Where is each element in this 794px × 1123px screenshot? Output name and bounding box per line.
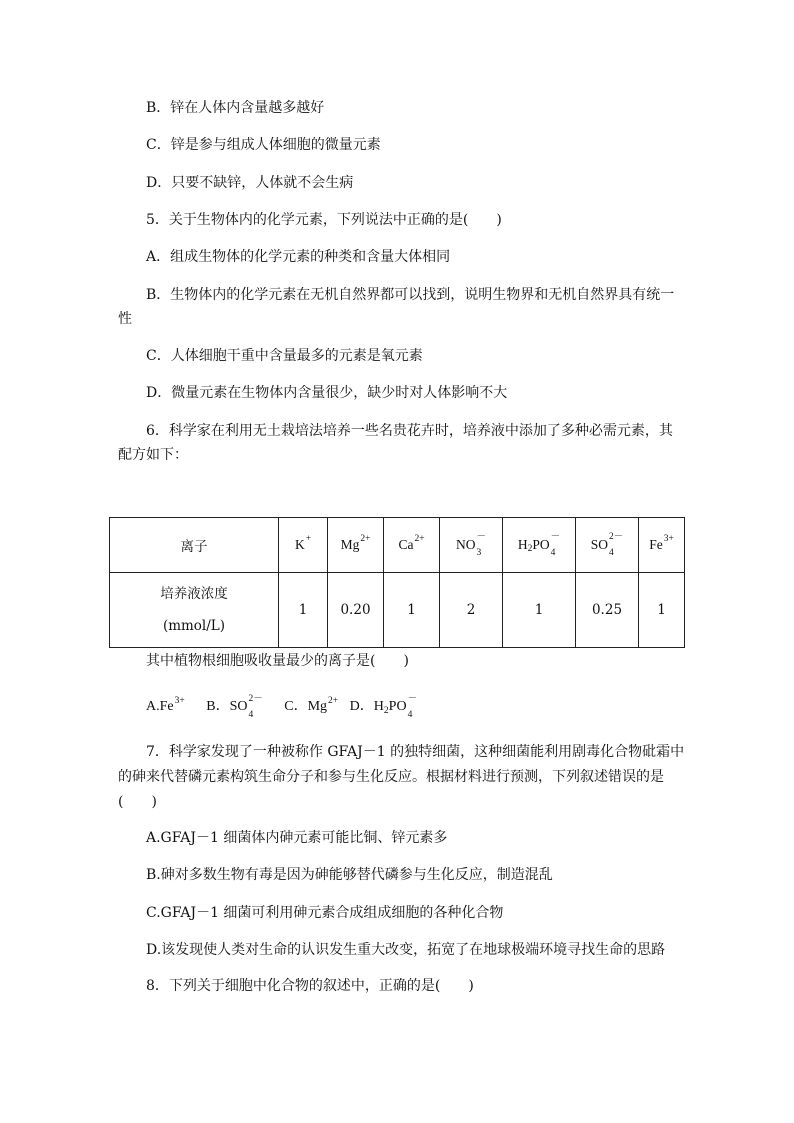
q6-option-d: D． H 2 PO － 4 (349, 694, 418, 720)
q6-option-a: A. Fe 3+ (146, 696, 185, 714)
q7-stem-blank: ( ) (118, 794, 157, 810)
header-ion-mg: Mg 2+ (328, 518, 384, 573)
q8-stem: 8．下列关于细胞中化合物的叙述中，正确的是( ) (146, 978, 474, 994)
q7-option-c: C.GFAJ－1 细菌可利用砷元素合成组成细胞的各种化合物 (146, 905, 504, 921)
table-header-row (110, 518, 685, 573)
value-so4: 0.25 (576, 573, 639, 648)
value-k: 1 (279, 573, 328, 648)
value-no3: 2 (440, 573, 503, 648)
value-h2po4: 1 (503, 573, 576, 648)
q4-option-c: C．锌是参与组成人体细胞的微量元素 (146, 137, 381, 153)
header-ion-k: K + (279, 518, 328, 573)
header-ion-fe: Fe 3+ (639, 518, 685, 573)
q5-option-b-continued: 性 (118, 311, 132, 327)
header-ion-so4: SO 2－ 4 (576, 518, 639, 573)
q7-option-d: D.该发现使人类对生命的认识发生重大改变，拓宽了在地球极端环境寻找生命的思路 (146, 942, 666, 958)
q6-option-b: B． SO 2－ 4 (206, 694, 263, 720)
header-ion-no3: NO － 3 (440, 518, 503, 573)
q5-option-c: C．人体细胞干重中含量最多的元素是氧元素 (146, 348, 423, 364)
q6-options (146, 694, 418, 720)
q7-option-b: B.砷对多数生物有毒是因为砷能够替代磷参与生化反应，制造混乱 (146, 867, 553, 883)
table-concentration-row (110, 573, 685, 648)
q6-stem: 6．科学家在利用无土栽培法培养一些名贵花卉时，培养液中添加了多种必需元素，其 (146, 423, 673, 439)
q5-option-a: A．组成生物体的化学元素的种类和含量大体相同 (146, 249, 451, 265)
header-ion-label: 离子 (110, 518, 279, 573)
q4-option-b: B．锌在人体内含量越多越好 (146, 100, 325, 116)
q4-option-d: D．只要不缺锌，人体就不会生病 (146, 175, 354, 191)
q5-option-b: B．生物体内的化学元素在无机自然界都可以找到，说明生物界和无机自然界具有统一 (146, 287, 675, 303)
nutrient-solution-table (109, 517, 685, 648)
q6-stem-continued: 配方如下： (118, 447, 188, 463)
q6-question: 其中植物根细胞吸收量最少的离子是( ) (146, 653, 409, 669)
value-ca: 1 (384, 573, 440, 648)
value-fe: 1 (639, 573, 685, 648)
q7-stem-continued: 的砷来代替磷元素构筑生命分子和参与生化反应。根据材料进行预测，下列叙述错误的是 (118, 769, 664, 785)
value-mg: 0.20 (328, 573, 384, 648)
q7-option-a: A.GFAJ－1 细菌体内砷元素可能比铜、锌元素多 (146, 830, 448, 846)
q5-stem: 5．关于生物体内的化学元素，下列说法中正确的是( ) (146, 212, 502, 228)
q7-stem: 7．科学家发现了一种被称作 GFAJ－1 的独特细菌，这种细菌能利用剧毒化合物砒霜中 (146, 744, 685, 760)
q5-option-d: D．微量元素在生物体内含量很少，缺少时对人体影响不大 (146, 385, 508, 401)
header-ion-h2po4: H 2 PO － 4 (503, 518, 576, 573)
q6-option-c: C． Mg 2+ (284, 696, 339, 714)
row-label-concentration: 培养液浓度 (mmol/L) (110, 573, 279, 648)
header-ion-ca: Ca 2+ (384, 518, 440, 573)
